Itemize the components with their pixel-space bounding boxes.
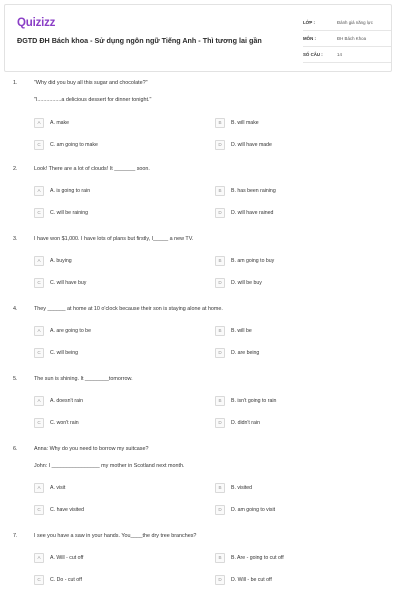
option-text: B. visited xyxy=(231,485,253,491)
question-text: "I................a delicious dessert for dinner tonight." xyxy=(34,97,152,103)
option-letter-box: A xyxy=(34,118,44,128)
question-text: I have won $1,000. I have lots of plans but firstly, I_____ a new TV. xyxy=(34,236,194,242)
option-letter-box: A xyxy=(34,553,44,563)
option-text: C. will being xyxy=(50,350,78,356)
option-letter-box: D xyxy=(215,208,225,218)
question-number: 6. xyxy=(13,446,18,452)
option-text: A. is going to rain xyxy=(50,188,91,194)
option-text: A. buying xyxy=(50,258,72,264)
option-text: D. are being xyxy=(231,350,260,356)
option-letter-box: C xyxy=(34,418,44,428)
option-text: C. Do - cut off xyxy=(50,577,82,583)
question-count-value: 14 xyxy=(337,52,342,57)
option-text: A. Will - cut off xyxy=(50,555,84,561)
divider xyxy=(303,62,391,63)
question-number: 2. xyxy=(13,166,18,172)
option-letter-box: C xyxy=(34,505,44,515)
option-letter-box: D xyxy=(215,418,225,428)
option-text: C. will be raining xyxy=(50,210,89,216)
question-text: I see you have a saw in your hands. You____the dry tree branches? xyxy=(34,533,197,539)
option-letter-box: A xyxy=(34,256,44,266)
option-text: B. Are - going to cut off xyxy=(231,555,284,561)
question-number: 5. xyxy=(13,376,18,382)
option-text: C. am going to make xyxy=(50,142,98,148)
option-letter-box: A xyxy=(34,186,44,196)
question-text: The sun is shining. It ________tomorrow. xyxy=(34,376,133,382)
option-letter-box: D xyxy=(215,348,225,358)
subject-label: MÔN : xyxy=(303,36,316,41)
option-letter-box: B xyxy=(215,483,225,493)
option-letter-box: B xyxy=(215,326,225,336)
option-letter-box: C xyxy=(34,278,44,288)
question-text: "Why did you buy all this sugar and chocolate?" xyxy=(34,80,148,86)
question-number: 3. xyxy=(13,236,18,242)
option-letter-box: A xyxy=(34,326,44,336)
option-text: B. has been raining xyxy=(231,188,276,194)
option-text: C. will have buy xyxy=(50,280,87,286)
divider xyxy=(303,30,391,31)
option-letter-box: D xyxy=(215,278,225,288)
worksheet-header xyxy=(4,4,392,72)
class-value: Đánh giá năng lực xyxy=(337,20,373,25)
option-letter-box: B xyxy=(215,118,225,128)
worksheet-title: ĐGTD ĐH Bách khoa - Sử dụng ngôn ngữ Tiếng Anh - Thì tương lai gần xyxy=(17,36,262,45)
option-letter-box: D xyxy=(215,505,225,515)
question-number: 7. xyxy=(13,533,18,539)
divider xyxy=(303,46,391,47)
option-text: B. will be xyxy=(231,328,252,334)
option-letter-box: C xyxy=(34,575,44,585)
question-text: John: I ________________ my mother in Scotland next month. xyxy=(34,463,185,469)
question-count-row xyxy=(303,49,391,63)
question-text: Look! There are a lot of clouds! It _______ soon. xyxy=(34,166,150,172)
option-text: D. am going to visit xyxy=(231,507,276,513)
option-text: D. will have made xyxy=(231,142,272,148)
option-text: B. isn't going to rain xyxy=(231,398,277,404)
option-letter-box: A xyxy=(34,396,44,406)
question-number: 1. xyxy=(13,80,18,86)
option-text: C. have visited xyxy=(50,507,85,513)
option-letter-box: B xyxy=(215,256,225,266)
option-text: A. are going to be xyxy=(50,328,91,334)
option-text: A. doesn't rain xyxy=(50,398,83,404)
option-text: B. am going to buy xyxy=(231,258,275,264)
option-text: A. make xyxy=(50,120,70,126)
option-letter-box: C xyxy=(34,140,44,150)
subject-value: ĐH Bách Khoa xyxy=(337,36,367,41)
option-letter-box: D xyxy=(215,140,225,150)
option-text: A. visit xyxy=(50,485,66,491)
question-text: They ______ at home at 10 o'clock because their son is staying alone at home. xyxy=(34,306,223,312)
question-number: 4. xyxy=(13,306,18,312)
class-label: LỚP : xyxy=(303,20,315,25)
question-count-label: SỐ CÂU : xyxy=(303,52,323,57)
option-letter-box: D xyxy=(215,575,225,585)
option-letter-box: A xyxy=(34,483,44,493)
class-row xyxy=(303,17,391,31)
option-text: D. will have rained xyxy=(231,210,274,216)
option-text: B. will make xyxy=(231,120,259,126)
option-letter-box: C xyxy=(34,208,44,218)
option-text: D. will be buy xyxy=(231,280,262,286)
option-letter-box: B xyxy=(215,186,225,196)
question-text: Anna: Why do you need to borrow my suitcase? xyxy=(34,446,149,452)
option-letter-box: B xyxy=(215,396,225,406)
quizizz-logo: Quizizz xyxy=(17,17,56,29)
subject-row xyxy=(303,33,391,47)
option-text: C. won't rain xyxy=(50,420,79,426)
option-text: D. Will - be cut off xyxy=(231,577,272,583)
option-text: D. didn't rain xyxy=(231,420,260,426)
option-letter-box: B xyxy=(215,553,225,563)
option-letter-box: C xyxy=(34,348,44,358)
